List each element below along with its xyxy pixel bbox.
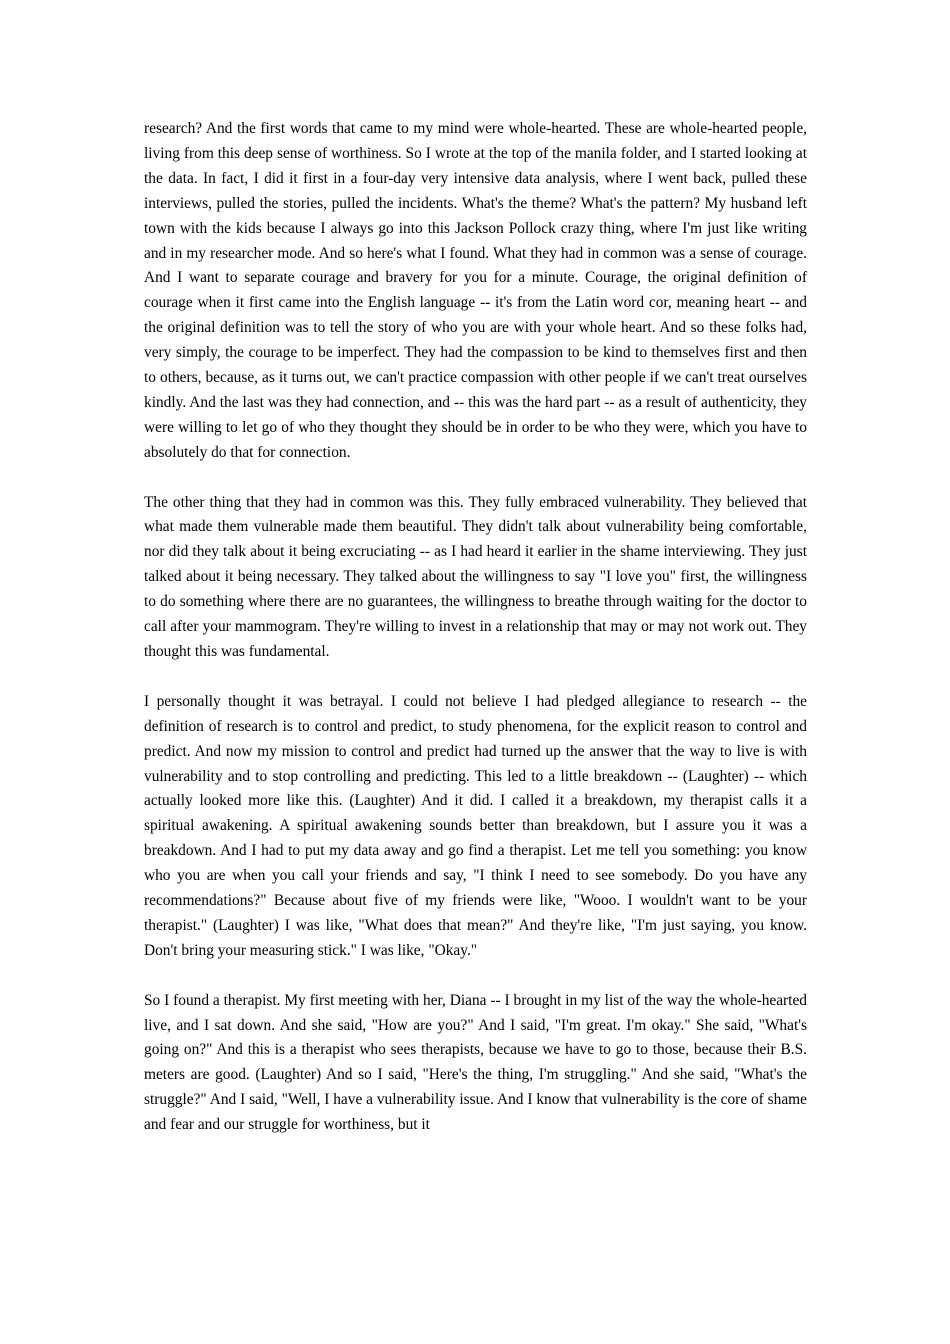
paragraph-3: I personally thought it was betrayal. I could not believe I had pledged allegiance to research -- the definition of research is to control and predict, to study phenomena, for the explicit reason to control and predict. And now my mission to control and predict had turned up the answer that the way to live is with vulnerability and to stop controlling and predicting. This led to a little breakdown -- (Laughter) -- which actually looked more like this. (Laughter) And it did. I called it a breakdown, my therapist calls it a spiritual awakening. A spiritual awakening sounds better than breakdown, but I assure you it was a breakdown. And I had to put my data away and go find a therapist. Let me tell you something: you know who you are when you call your friends and say, "I think I need to see somebody. Do you have any recommendations?" Because about five of my friends were like, "Wooo. I wouldn't want to be your therapist." (Laughter) I was like, "What does that mean?" And they're like, "I'm just saying, you know. Don't bring your measuring stick." I was like, "Okay." [144,692,807,959]
paragraph-4: So I found a therapist. My first meeting with her, Diana -- I brought in my list of the way the whole-hearted live, and I sat down. And she said, "How are you?" And I said, "I'm great. I'm okay." She said, "What's going on?" And this is a therapist who sees therapists, because we have to go to those, because their B.S. meters are good. (Laughter) And so I said, "Here's the thing, I'm struggling." And she said, "What's the struggle?" And I said, "Well, I have a vulnerability issue. And I know that vulnerability is the core of shame and fear and our struggle for worthiness, but it [144,991,807,1134]
paragraph-2: The other thing that they had in common was this. They fully embraced vulnerability. They believed that what made them vulnerable made them beautiful. They didn't talk about vulnerability being comfortable, nor did they talk about it being excruciating -- as I had heard it earlier in the shame interviewing. They just talked about it being necessary. They talked about the willingness to say "I love you" first, the willingness to do something where there are no guarantees, the willingness to breathe through waiting for the doctor to call after your mammogram. They're willing to invest in a relationship that may or may not work out. They thought this was fundamental. [144,493,807,661]
paragraph-1: research? And the first words that came to my mind were whole-hearted. These are whole-hearted people, living from this deep sense of worthiness. So I wrote at the top of the manila folder, and I started looking at the data. In fact, I did it first in a four-day very intensive data analysis, where I went back, pulled these interviews, pulled the stories, pulled the incidents. What's the theme? What's the pattern? My husband left town with the kids because I always go into this Jackson Pollock crazy thing, where I'm just like writing and in my researcher mode. And so here's what I found. What they had in common was a sense of courage. And I want to separate courage and bravery for you for a minute. Courage, the original definition of courage when it first came into the English language -- it's from the Latin word cor, meaning heart -- and the original definition was to tell the story of who you are with your whole heart. And so these folks had, very simply, the courage to be imperfect. They had the compassion to be kind to themselves first and then to others, because, as it turns out, we can't practice compassion with other people if we can't treat ourselves kindly. And the last was they had connection, and -- this was the hard part -- as a result of authenticity, they were willing to let go of who they thought they should be in order to be who they were, which you have to absolutely do that for connection. [144,120,807,461]
document-body [144,117,807,1138]
